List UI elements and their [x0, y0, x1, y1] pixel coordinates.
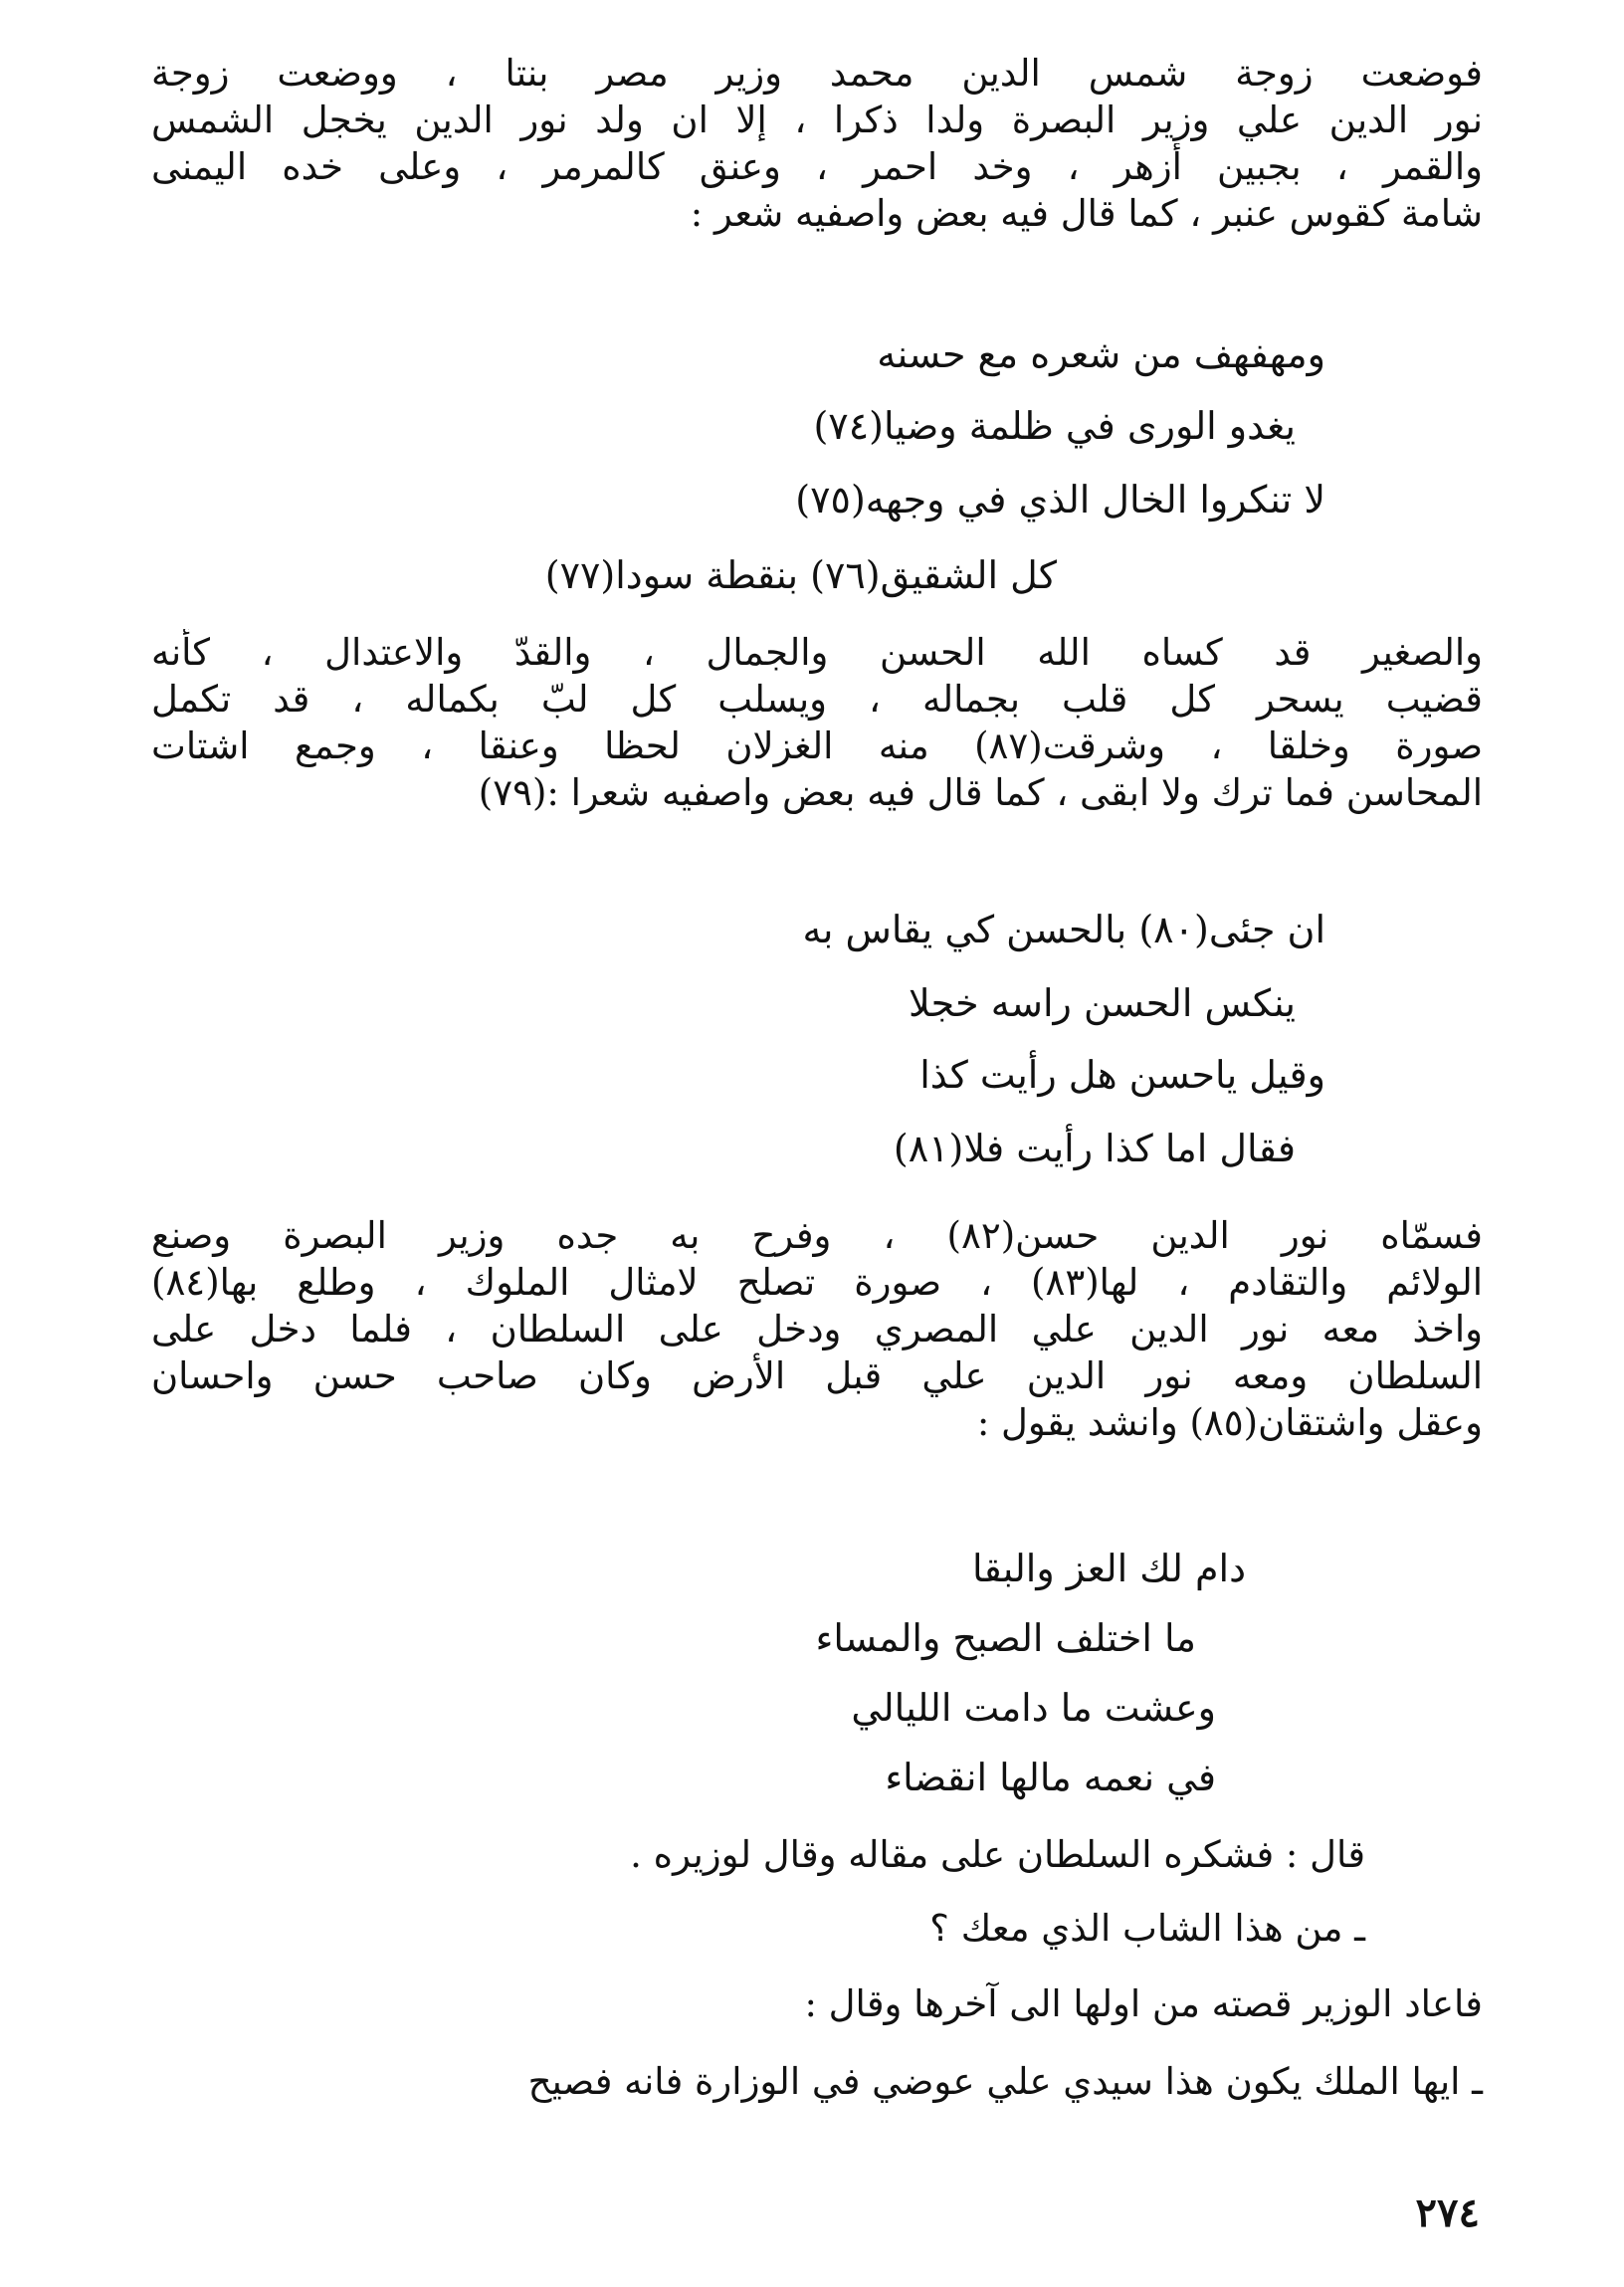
poem-2-line-3: وقيل ياحسن هل رأيت كذا — [919, 1053, 1325, 1097]
paragraph-1 — [151, 50, 1483, 237]
poem-2-line-4: فقال اما كذا رأيت فلا(٨١) — [893, 1127, 1296, 1170]
paragraph-line: السلطان ومعه نور الدين علي قبل الأرض وكان صاحب حسن واحسان — [151, 1354, 1483, 1397]
poem-3-line-3: وعشت ما دامت الليالي — [851, 1686, 1216, 1730]
poem-3-line-4: في نعمه مالها انقضاء — [885, 1756, 1216, 1799]
poem-1-line-4: كل الشقيق(٧٦) بنقطة سودا(٧٧) — [544, 553, 1057, 597]
paragraph-line: صورة وخلقا ، وشرقت(٨٧) منه الغزلان لحظا وعنقا ، وجمع اشتات — [151, 725, 1483, 767]
dialogue-line-1: قال : فشكره السلطان على مقاله وقال لوزيره . — [630, 1833, 1365, 1876]
paragraph-line: فسمّاه نور الدين حسن(٨٢) ، وفرح به جده وزير البصرة وصنع — [151, 1214, 1483, 1257]
dialogue-line-2: ـ من هذا الشاب الذي معك ؟ — [929, 1907, 1365, 1950]
poem-1-line-2: يغدو الورى في ظلمة وضيا(٧٤) — [813, 404, 1296, 448]
paragraph-line: والقمر ، بجبين أزهر ، وخد احمر ، وعنق كالمرمر ، وعلى خده اليمنى — [151, 145, 1483, 188]
paragraph-line: الولائم والتقادم ، لها(٨٣) ، صورة تصلح لامثال الملوك ، وطلع بها(٨٤) — [151, 1261, 1483, 1304]
paragraph-line: واخذ معه نور الدين علي المصري ودخل على السلطان ، فلما دخل على — [151, 1308, 1483, 1351]
paragraph-line: شامة كقوس عنبر ، كما قال فيه بعض واصفيه شعر : — [690, 192, 1483, 235]
dialogue-line-3: فاعاد الوزير قصته من اولها الى آخرها وقال : — [804, 1982, 1483, 2025]
poem-2-line-1: ان جئى(٨٠) بالحسن كي يقاس به — [802, 908, 1325, 951]
paragraph-line: والصغير قد كساه الله الحسن والجمال ، والقدّ والاعتدال ، كأنه — [151, 631, 1483, 674]
paragraph-line: نور الدين علي وزير البصرة ولدا ذكرا ، إلا ان ولد نور الدين يخجل الشمس — [151, 99, 1483, 141]
poem-1-line-3: لا تنكروا الخال الذي في وجهه(٧٥) — [795, 478, 1325, 521]
paragraph-line: المحاسن فما ترك ولا ابقى ، كما قال فيه بعض واصفيه شعرا :(٧٩) — [478, 771, 1483, 814]
paragraph-line: فوضعت زوجة شمس الدين محمد وزير مصر بنتا ، ووضعت زوجة — [151, 52, 1483, 95]
dialogue-line-4: ـ ايها الملك يكون هذا سيدي علي عوضي في الوزارة فانه فصيح — [527, 2060, 1483, 2103]
page-number: ٢٧٤ — [1415, 2189, 1480, 2236]
paragraph-3 — [151, 1212, 1483, 1446]
poem-3-line-2: ما اختلف الصبح والمساء — [815, 1616, 1196, 1660]
paragraph-line: وعقل واشتقان(٨٥) وانشد يقول : — [976, 1401, 1483, 1444]
poem-1-line-1: ومهفهف من شعره مع حسنه — [877, 332, 1325, 376]
poem-3-line-1: دام لك العز والبقا — [971, 1547, 1246, 1590]
paragraph-2 — [151, 629, 1483, 816]
paragraph-line: قضيب يسحر كل قلب بجماله ، ويسلب كل لبّ بكماله ، قد تكمل — [151, 678, 1483, 721]
poem-2-line-2: ينكس الحسن راسه خجلا — [908, 981, 1296, 1025]
